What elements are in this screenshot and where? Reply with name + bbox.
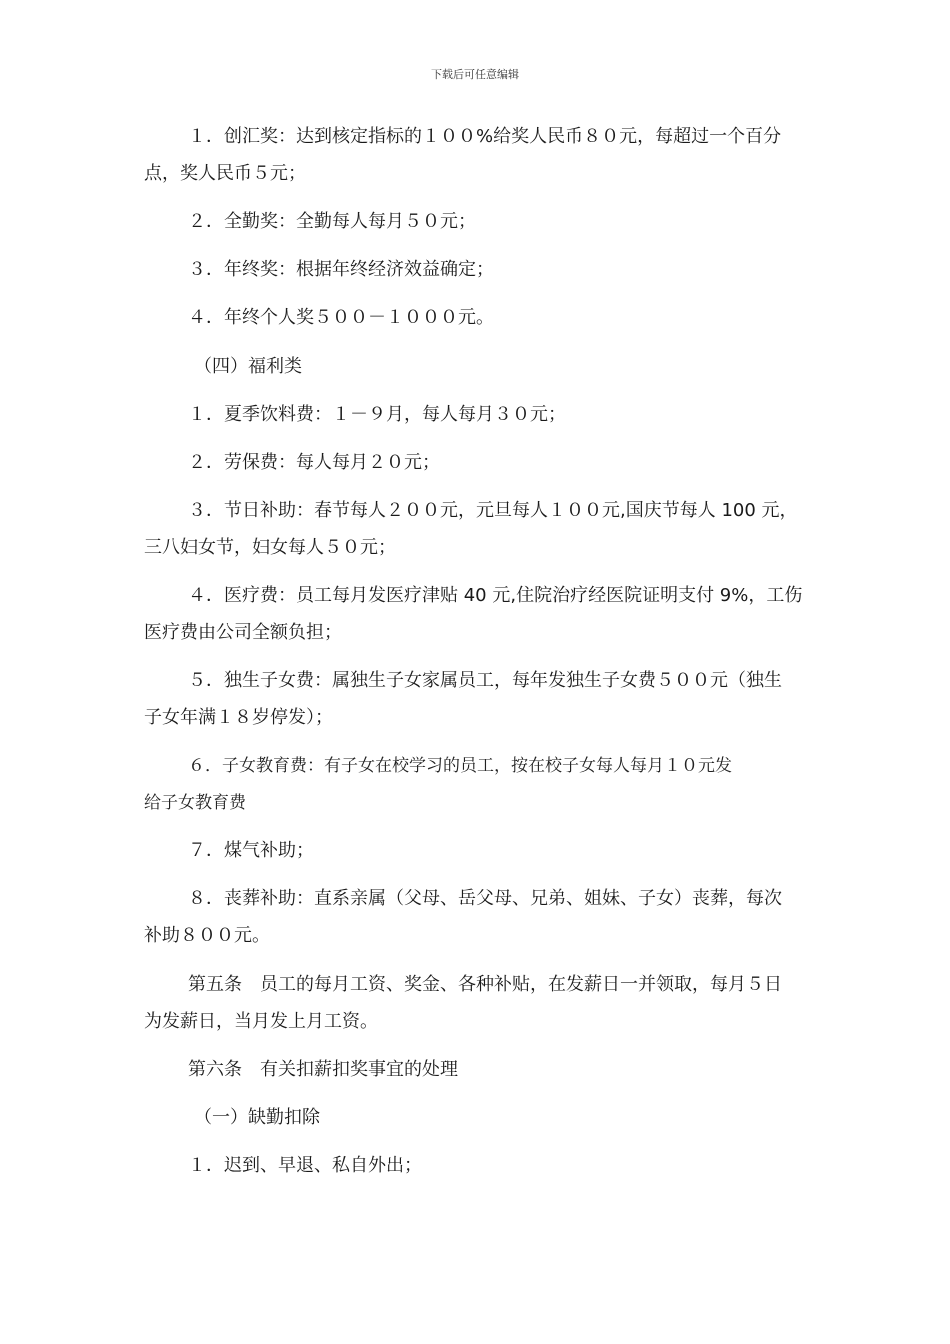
paragraph-line: ３．年终奖：根据年终经济效益确定；	[188, 259, 494, 280]
paragraph-line: １．创汇奖：达到核定指标的１００%给奖人民币８０元，每超过一个百分	[188, 126, 782, 147]
section-heading: （一）缺勤扣除	[194, 1107, 320, 1128]
paragraph-attendance-award	[144, 203, 810, 240]
paragraph-late-early	[144, 1147, 810, 1184]
paragraph-line: ８．丧葬补助：直系亲属（父母、岳父母、兄弟、姐妹、子女）丧葬，每次	[188, 888, 782, 909]
paragraph-year-end-award	[144, 251, 810, 288]
paragraph-line: ４．医疗费：员工每月发医疗津贴 40 元,住院治疗经医院证明支付 9%，工伤	[188, 585, 803, 606]
paragraph-line: 三八妇女节，妇女每人５０元；	[144, 537, 396, 558]
paragraph-gas-subsidy	[144, 832, 810, 869]
section-heading-welfare	[144, 348, 810, 385]
paragraph-line: ５．独生子女费：属独生子女家属员工，每年发独生子女费５００元（独生	[188, 670, 782, 691]
section-heading: （四）福利类	[194, 356, 302, 377]
paragraph-line: ４．年终个人奖５００－１０００元。	[188, 307, 494, 328]
paragraph-personal-award	[144, 299, 810, 336]
paragraph-earning-award	[144, 118, 810, 192]
paragraph-line: 医疗费由公司全额负担；	[144, 622, 342, 643]
paragraph-line: ２．全勤奖：全勤每人每月５０元；	[188, 211, 476, 232]
paragraph-medical	[144, 577, 810, 651]
paragraph-holiday-subsidy	[144, 492, 810, 566]
paragraph-line: 给子女教育费	[144, 793, 246, 813]
paragraph-only-child	[144, 662, 810, 736]
paragraph-line: 子女年满１８岁停发）；	[144, 707, 333, 728]
paragraph-line: 第五条 员工的每月工资、奖金、各种补贴，在发薪日一并领取，每月５日	[188, 974, 782, 995]
article-five	[144, 966, 810, 1040]
paragraph-line: ３．节日补助：春节每人２００元，元旦每人１００元,国庆节每人 100 元，	[188, 500, 798, 521]
paragraph-line: 为发薪日，当月发上月工资。	[144, 1011, 378, 1032]
paragraph-funeral-subsidy	[144, 880, 810, 954]
paragraph-summer-drinks	[144, 396, 810, 433]
paragraph-line: 点，奖人民币５元；	[144, 163, 306, 184]
paragraph-line: １．迟到、早退、私自外出；	[188, 1155, 422, 1176]
section-heading-absence	[144, 1099, 810, 1136]
paragraph-labor-insurance	[144, 444, 810, 481]
article-six	[144, 1051, 810, 1088]
paragraph-line: ７．煤气补助；	[188, 840, 314, 861]
paragraph-line: 第六条 有关扣薪扣奖事宜的处理	[188, 1059, 458, 1080]
paragraph-education	[144, 748, 810, 822]
page-header: 下载后可任意编辑	[431, 68, 519, 81]
paragraph-line: ２．劳保费：每人每月２０元；	[188, 452, 440, 473]
paragraph-line: 补助８００元。	[144, 925, 270, 946]
paragraph-line: １．夏季饮料费：１－９月，每人每月３０元；	[188, 404, 566, 425]
paragraph-line: ６．子女教育费：有子女在校学习的员工，按在校子女每人每月１０元发	[188, 756, 732, 776]
